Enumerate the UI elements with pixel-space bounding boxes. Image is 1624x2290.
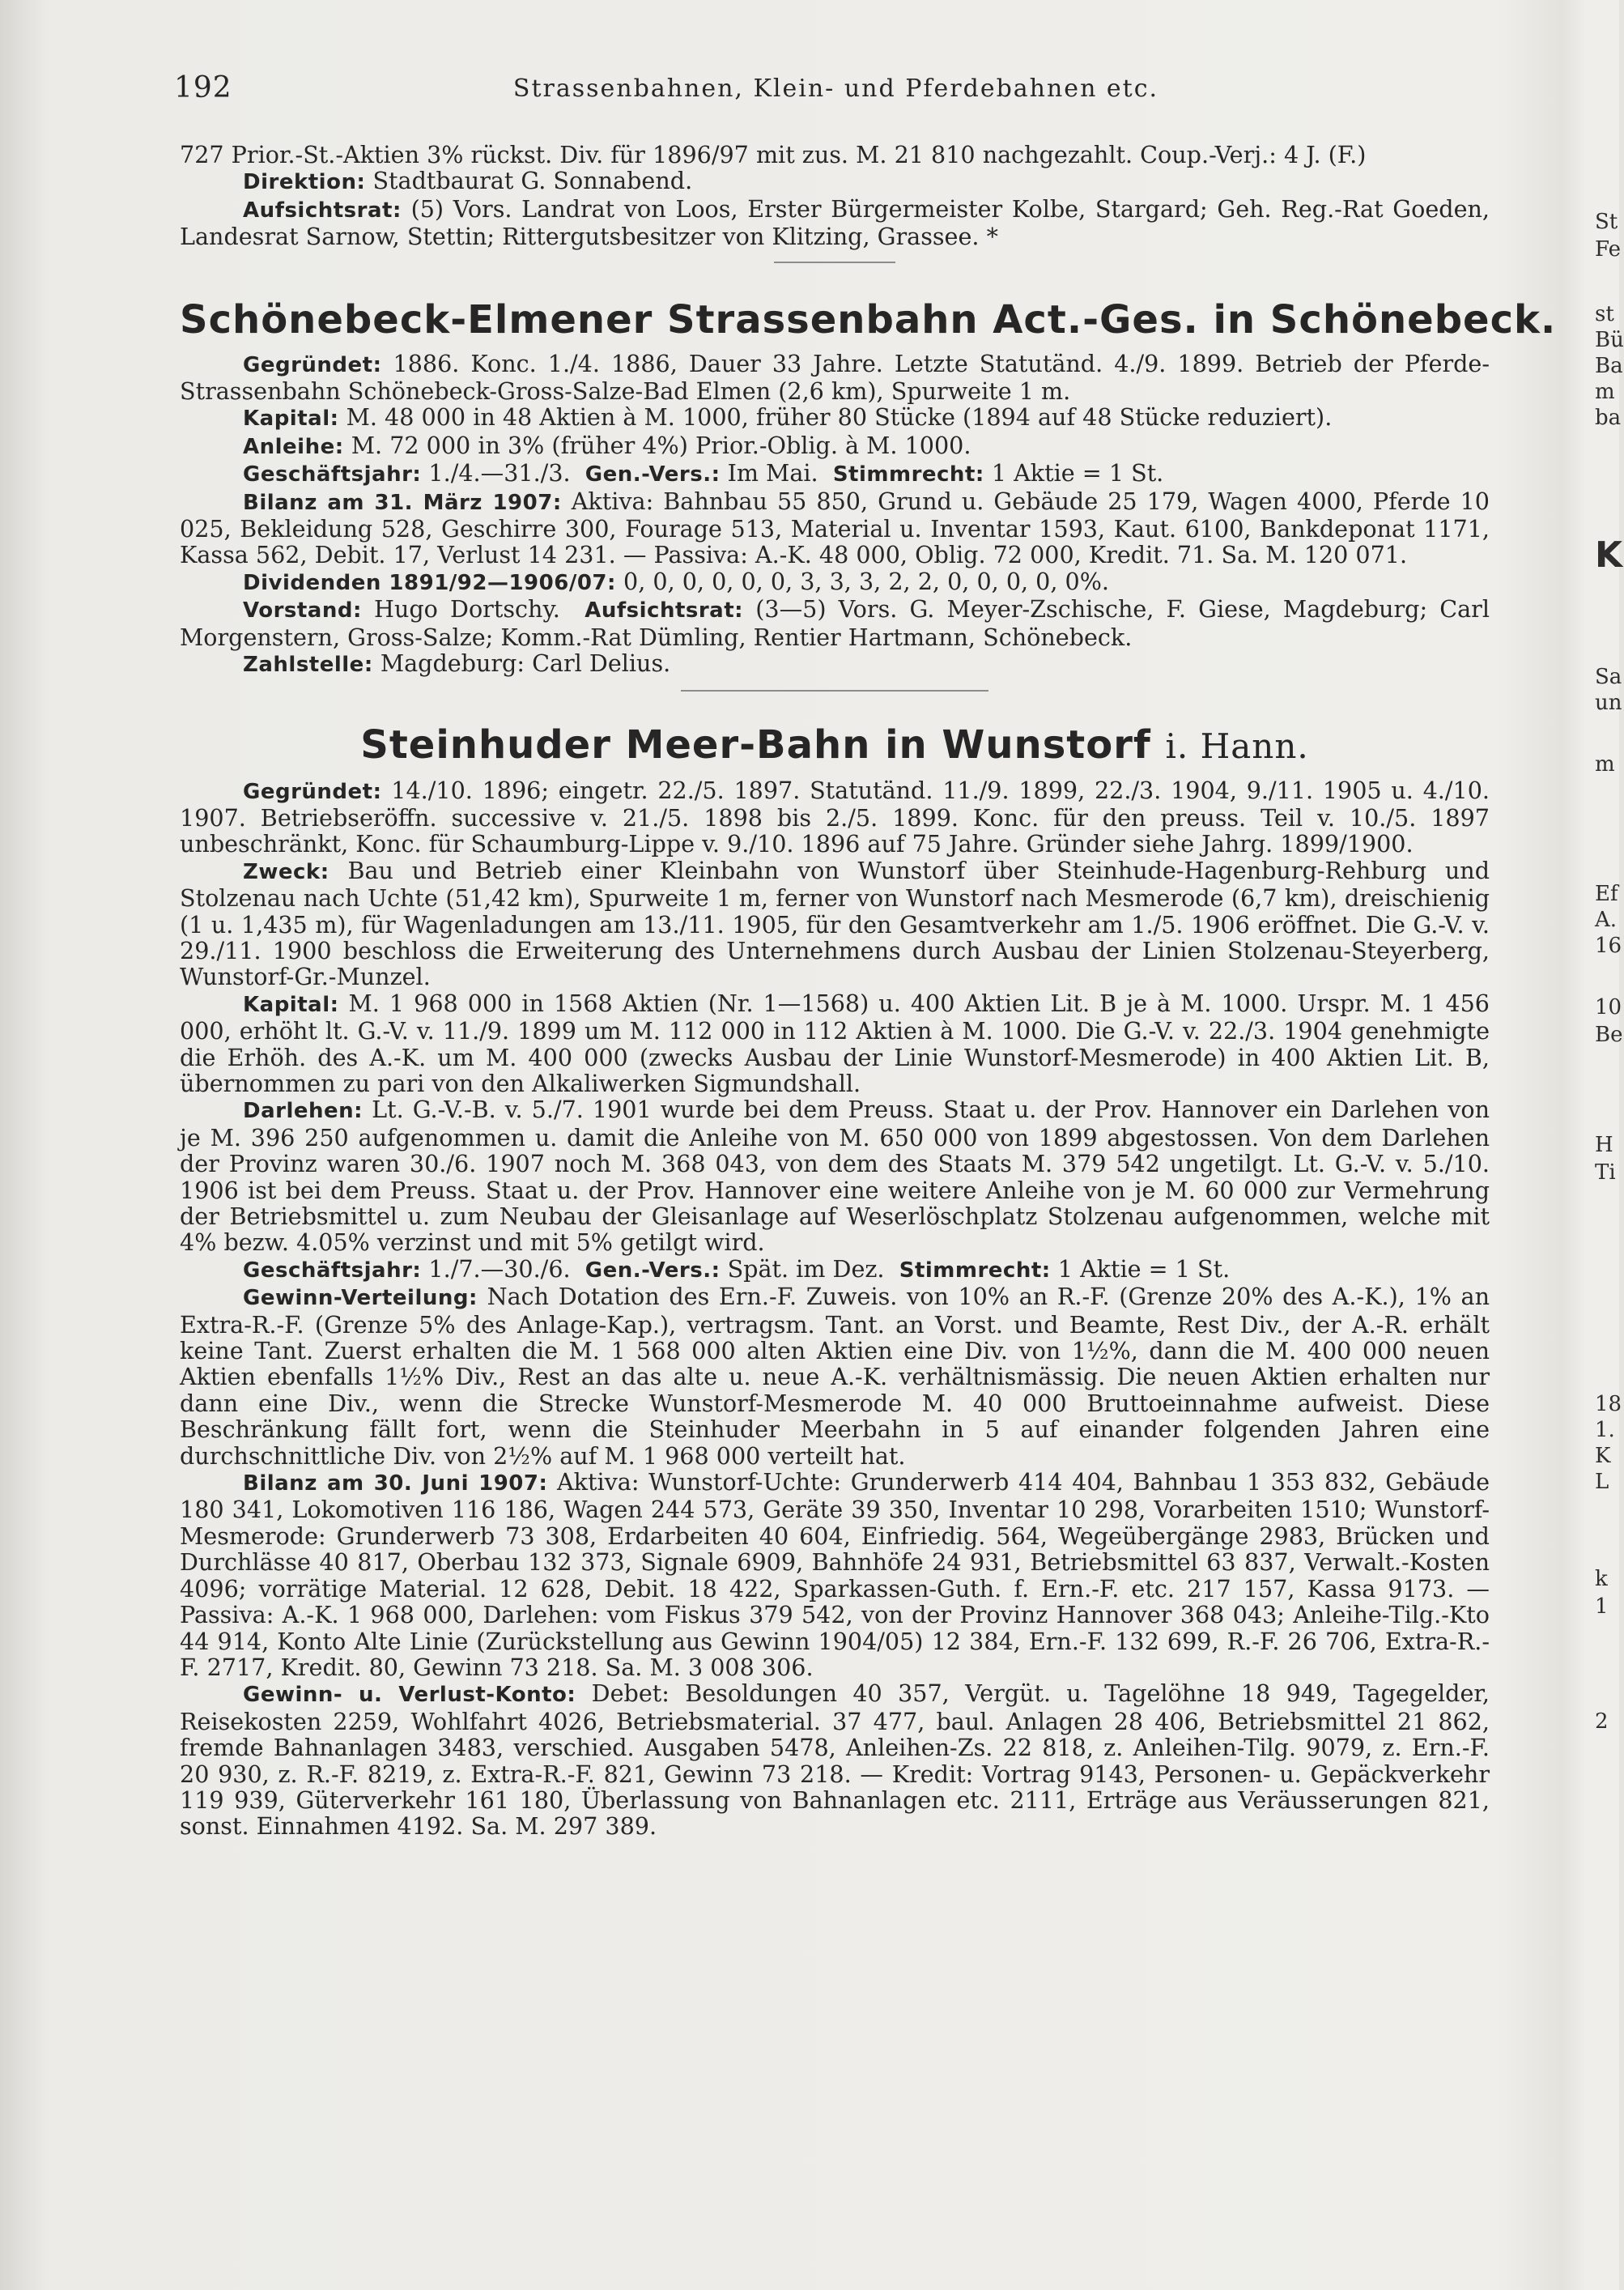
text-column [180, 141, 1557, 1841]
edge-fragment: A. [1595, 908, 1618, 932]
entry-geschaeftsjahr: Geschäftsjahr: 1./4.—31./3. Gen.-Vers.: Im Mai. Stimmrecht: 1 Aktie = 1 St. [243, 459, 1164, 487]
edge-fragment: L [1595, 1470, 1609, 1494]
entry-vorstand: Vorstand: Hugo Dortschy. Aufsichtsrat: (3—5) Vors. G. Meyer-Zschische, F. Giese, Magdeburg; Carl Morgenstern, Gross-Salze; Komm.-Rat Dümling, Rentier Hartmann, Schönebeck. [180, 595, 1490, 651]
entry-steinhuder-meer-bahn [180, 721, 1490, 1840]
running-title: Strassenbahnen, Klein- und Pferdebahnen etc. [512, 74, 1159, 103]
prev-entry-direktion: Direktion: Stadtbaurat G. Sonnabend. [243, 167, 693, 195]
edge-fragment: m [1595, 380, 1615, 404]
entry-title: Schönebeck-Elmener Strassenbahn Act.-Ges. in Schönebeck. [180, 296, 1557, 343]
previous-entry-tail [180, 142, 1490, 250]
entry-kapital: Kapital: M. 48 000 in 48 Aktien à M. 1000, früher 80 Stücke (1894 auf 48 Stücke reduziert). [243, 403, 1333, 432]
prev-entry-text: 727 Prior.-St.-Aktien 3% rückst. Div. für 1896/97 mit zus. M. 21 810 nachgezahlt. Coup.-Verj.: 4 J. (F.) [180, 141, 1367, 168]
entry-geschaeftsjahr: Geschäftsjahr: 1./7.—30./6. Gen.-Vers.: Spät. im Dez. Stimmrecht: 1 Aktie = 1 St. [243, 1254, 1231, 1283]
entry-gewinn-verteilung: Gewinn-Verteilung: Nach Dotation des Ern.-F. Zuweis. von 10% an R.-F. (Grenze 20% des A.-K.), 1% an Extra-R.-F. (Grenze 5% des Anlage-Kap.), vertragsm. Tant. an Vorst. und Beamte, Rest Div., der A.-R. erhält keine Tant. Zuerst erhalten die M. 1 568 000 alten Aktien eine Div. von 1½%, dann die M. 400 000 neuen Aktien ebenfalls 1½% Div., Rest an das alte u. neue A.-K. verhältnismässig. Die neuen Aktien erhalten nur dann eine Div., wenn die Strecke Wunstorf-Mesmerode M. 40 000 Bruttoeinnahme aufweist. Diese Beschränkung fällt fort, wenn die Steinhuder Meerbahn in 5 auf einander folgenden Jahren eine durchschnittliche Div. von 2½% auf M. 1 968 000 verteilt hat. [180, 1283, 1490, 1470]
edge-fragment: un [1595, 691, 1622, 715]
edge-fragment: 18 [1595, 1392, 1622, 1416]
edge-fragment: K [1595, 1444, 1611, 1468]
edge-fragment: ba [1595, 406, 1622, 430]
entry-bilanz: Bilanz am 31. März 1907: Aktiva: Bahnbau 55 850, Grund u. Gebäude 25 179, Wagen 4000, Pferde 10 025, Bekleidung 528, Geschirre 300, Fourage 513, Material u. Inventar 1593, Kaut. 6100, Bankdeponat 1171, Kassa 562, Debit. 17, Verlust 14 231. — Passiva: A.-K. 48 000, Oblig. 72 000, Kredit. 71. Sa. M. 120 071. [180, 487, 1490, 569]
edge-fragment: m [1595, 752, 1615, 777]
edge-fragment: 1. [1595, 1418, 1615, 1442]
edge-fragment: 2 [1595, 1709, 1609, 1734]
page-header [174, 71, 1498, 112]
entry-gegruendet: Gegründet: 1886. Konc. 1./4. 1886, Dauer 33 Jahre. Letzte Statutänd. 4./9. 1899. Betrieb der Pferde-Strassenbahn Schönebeck-Gross-Salze-Bad Elmen (2,6 km), Spurweite 1 m. [180, 349, 1490, 406]
edge-fragment: Sa [1595, 665, 1622, 689]
entry-kapital: Kapital: M. 1 968 000 in 1568 Aktien (Nr. 1—1568) u. 400 Aktien Lit. B je à M. 1000. Urspr. M. 1 456 000, erhöht lt. G.-V. v. 11./9. 1899 um M. 112 000 in 112 Aktien à M. 1000. Die G.-V. v. 22./3. 1904 genehmigte die Erhöh. des A.-K. um M. 400 000 (zwecks Ausbau der Linie Wunstorf-Mesmerode) in 400 Aktien Lit. B, übernommen zu pari von den Alkaliwerken Sigmundshall. [180, 989, 1490, 1097]
entry-dividenden: Dividenden 1891/92—1906/07: 0, 0, 0, 0, 0, 0, 3, 3, 3, 2, 2, 0, 0, 0, 0, 0%. [243, 567, 1110, 595]
separator-rule [681, 690, 988, 692]
edge-fragment: St [1595, 210, 1618, 234]
edge-fragment: Ba [1595, 354, 1623, 378]
entry-schoenebeck [180, 296, 1557, 679]
edge-fragment: K [1595, 534, 1623, 576]
edge-fragment: 1 [1595, 1594, 1609, 1619]
separator-rule [774, 262, 895, 263]
entry-title: Steinhuder Meer-Bahn in Wunstorf i. Hann. [360, 721, 1309, 768]
prev-entry-aufsichtsrat: Aufsichtsrat: (5) Vors. Landrat von Loos, Erster Bürgermeister Kolbe, Stargard; Geh. Reg.-Rat Goeden, Landesrat Sarnow, Stettin; Rittergutsbesitzer von Klitzing, Grassee. * [180, 194, 1490, 251]
entry-gewinn-verlust-konto: Gewinn- u. Verlust-Konto: Debet: Besoldungen 40 357, Vergüt. u. Tagelöhne 18 949, Tagegelder, Reisekosten 2259, Wohlfahrt 4026, Betriebsmaterial. 37 477, baul. Anlagen 28 406, Betriebsmittel 21 862, fremde Bahnanlagen 3483, verschied. Ausgaben 5478, Anleihen-Zs. 22 818, z. Anleihen-Tilg. 9079, z. Ern.-F. 20 930, z. R.-F. 8219, z. Extra-R.-F. 821, Gewinn 73 218. — Kredit: Vortrag 9143, Personen- u. Gepäckverkehr 119 939, Güterverkehr 161 180, Überlassung von Bahnanlagen etc. 2111, Erträge aus Veräusserungen 821, sonst. Einnahmen 4192. Sa. M. 297 389. [180, 1679, 1490, 1841]
entry-gegruendet: Gegründet: 14./10. 1896; eingetr. 22./5. 1897. Statutänd. 11./9. 1899, 22./3. 1904, 9./11. 1905 u. 4./10. 1907. Betriebseröffn. successive v. 21./5. 1898 bis 2./5. 1899. Konc. für den preuss. Teil v. 10./5. 1897 unbeschränkt, Konc. für Schaumburg-Lippe v. 9./10. 1896 auf 75 Jahre. Gründer siehe Jahrg. 1899/1900. [180, 776, 1490, 858]
page-number: 192 [174, 71, 232, 104]
edge-fragment: Ef [1595, 882, 1618, 906]
entry-anleihe: Anleihe: M. 72 000 in 3% (früher 4%) Prior.-Oblig. à M. 1000. [243, 431, 971, 459]
edge-fragment: Ti [1595, 1160, 1616, 1185]
entry-bilanz: Bilanz am 30. Juni 1907: Aktiva: Wunstorf-Uchte: Grunderwerb 414 404, Bahnbau 1 353 832, Gebäude 180 341, Lokomotiven 116 186, Wagen 244 573, Geräte 39 350, Inventar 10 298, Vorarbeiten 1510; Wunstorf-Mesmerode: Grunderwerb 73 308, Erdarbeiten 40 604, Einfriedig. 564, Wegeübergänge 2983, Brücken und Durchlässe 40 817, Oberbau 132 373, Signale 6909, Bahnhöfe 24 931, Betriebsmittel 63 837, Verwalt.-Kosten 4096; vorrätige Material. 12 628, Debit. 18 422, Sparkassen-Guth. f. Ern.-F. etc. 217 157, Kassa 9173. — Passiva: A.-K. 1 968 000, Darlehen: vom Fiskus 379 542, von der Provinz Hannover 368 043; Anleihe-Tilg.-Kto 44 914, Konto Alte Linie (Zurückstellung aus Gewinn 1904/05) 12 384, Ern.-F. 132 699, R.-F. 26 706, Extra-R.-F. 2717, Kredit. 80, Gewinn 73 218. Sa. M. 3 008 306. [180, 1468, 1490, 1681]
edge-fragment: Fe [1595, 237, 1622, 262]
entry-zweck: Zweck: Bau und Betrieb einer Kleinbahn von Wunstorf über Steinhude-Hagenburg-Rehburg und Stolzenau nach Uchte (51,42 km), Spurweite 1 m, ferner von Wunstorf nach Mesmerode (6,7 km), dreischienig (1 u. 1,435 m), für Wagenladungen am 13./11. 1905, für den Gesamtverkehr am 1./5. 1906 eröffnet. Die G.-V. v. 29./11. 1900 beschloss die Erweiterung des Unternehmens durch Ausbau der Linien Stolzenau-Steyerberg, Wunstorf-Gr.-Munzel. [180, 856, 1490, 991]
edge-fragment: Bü [1595, 328, 1624, 352]
edge-fragment: Be [1595, 1023, 1623, 1047]
edge-fragment: st [1595, 302, 1614, 326]
edge-fragment: k [1595, 1567, 1608, 1591]
edge-fragment: 16 [1595, 934, 1622, 958]
edge-fragment: H [1595, 1133, 1613, 1157]
entry-zahlstelle: Zahlstelle: Magdeburg: Carl Delius. [243, 649, 671, 678]
edge-fragment: 10 [1595, 995, 1622, 1019]
entry-darlehen: Darlehen: Lt. G.-V.-B. v. 5./7. 1901 wurde bei dem Preuss. Staat u. der Prov. Hannover ein Darlehen von je M. 396 250 aufgenommen u. damit die Anleihe von M. 650 000 von 1899 abgestossen. Von dem Darlehen der Provinz waren 30./6. 1907 noch M. 368 043, von dem des Staats M. 379 542 ungetilgt. Lt. G.-V. v. 5./10. 1906 ist bei dem Preuss. Staat u. der Prov. Hannover eine weitere Anleihe von je M. 60 000 zur Vermehrung der Betriebsmittel u. zum Neubau der Gleisanlage auf Weserlöschplatz Stolzenau aufgenommen, welche mit 4% bezw. 4.05% verzinst und mit 5% getilgt wird. [180, 1096, 1490, 1257]
